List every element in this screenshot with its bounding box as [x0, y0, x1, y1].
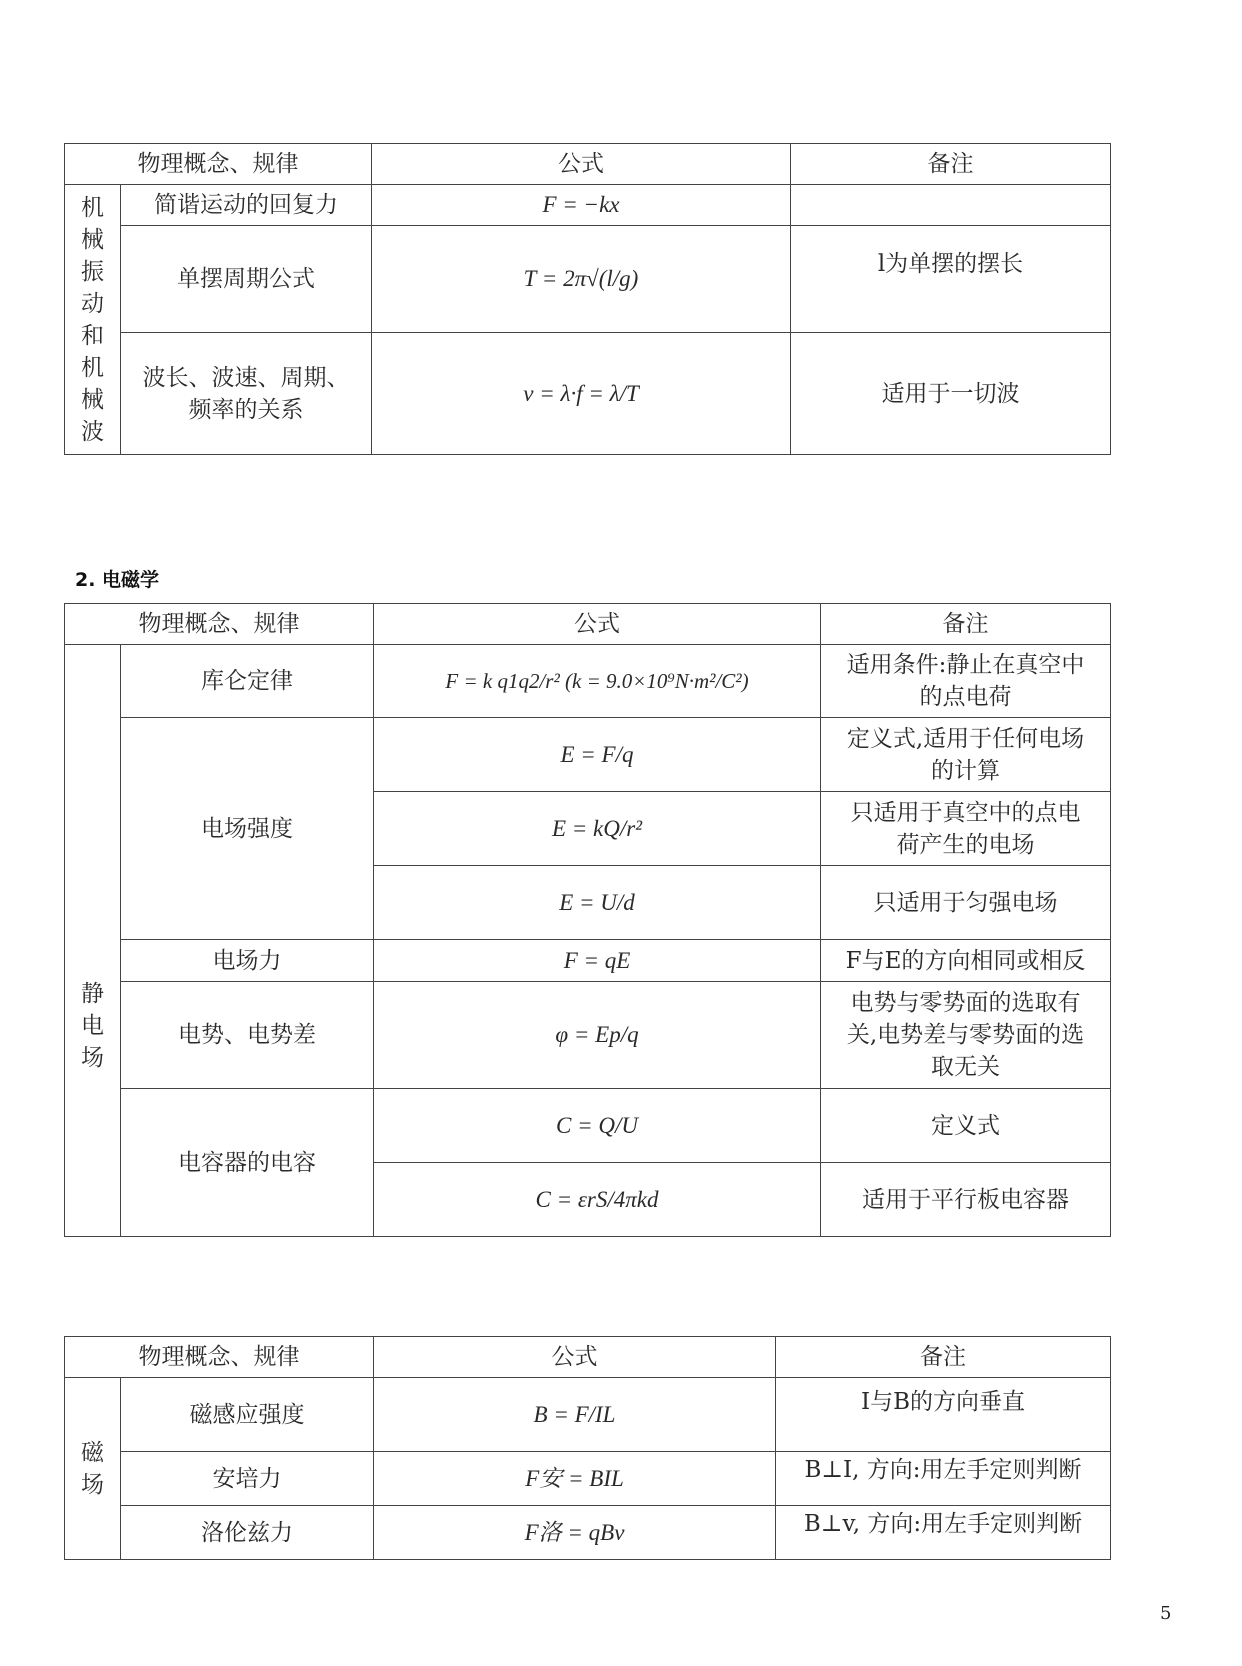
concept-cell: 电场强度	[121, 718, 374, 940]
header-note: 备注	[776, 1337, 1111, 1378]
table-mechanical-waves	[64, 143, 1111, 455]
note-cell: 适用条件:静止在真空中 的点电荷	[821, 645, 1111, 718]
table-row	[65, 1506, 1111, 1560]
formula-capacitance-definition: C = Q/U	[374, 1089, 821, 1163]
header-formula: 公式	[372, 144, 791, 185]
group-label: 磁 场	[65, 1378, 121, 1560]
note-cell: B⊥I, 方向:用左手定则判断	[776, 1452, 1111, 1506]
table-row	[65, 226, 1111, 333]
formula-ampere-force: F安 = BIL	[374, 1452, 776, 1506]
concept-cell: 简谐运动的回复力	[121, 185, 372, 226]
table-row	[65, 940, 1111, 982]
formula-magnetic-induction: B = F/IL	[374, 1378, 776, 1452]
table-header-row	[65, 144, 1111, 185]
note-cell	[791, 185, 1111, 226]
header-concept: 物理概念、规律	[65, 604, 374, 645]
note-cell: 定义式,适用于任何电场 的计算	[821, 718, 1111, 792]
table-row	[65, 185, 1111, 226]
header-formula: 公式	[374, 1337, 776, 1378]
table-row	[65, 982, 1111, 1089]
concept-cell: 电容器的电容	[121, 1089, 374, 1237]
formula-point-charge-field: E = kQ/r²	[374, 792, 821, 866]
note-cell: 定义式	[821, 1089, 1111, 1163]
header-concept: 物理概念、规律	[65, 1337, 374, 1378]
formula-pendulum-period: T = 2π√(l/g)	[372, 226, 791, 333]
header-note: 备注	[821, 604, 1111, 645]
page-number: 5	[1160, 1603, 1172, 1624]
table-row	[65, 1089, 1111, 1163]
formula-uniform-field: E = U/d	[374, 866, 821, 940]
group-label: 机 械 振 动 和 机 械 波	[65, 185, 121, 455]
header-concept: 物理概念、规律	[65, 144, 372, 185]
concept-cell: 波长、波速、周期、 频率的关系	[121, 333, 372, 455]
note-cell: 适用于一切波	[791, 333, 1111, 455]
note-cell: 只适用于匀强电场	[821, 866, 1111, 940]
table-header-row	[65, 1337, 1111, 1378]
table-row	[65, 1378, 1111, 1452]
section-heading: 2. 电磁学	[75, 569, 160, 591]
note-cell: F与E的方向相同或相反	[821, 940, 1111, 982]
header-note: 备注	[791, 144, 1111, 185]
concept-cell: 洛伦兹力	[121, 1506, 374, 1560]
concept-cell: 库仑定律	[121, 645, 374, 718]
note-cell: I与B的方向垂直	[776, 1378, 1111, 1452]
formula-parallel-plate: C = εrS/4πkd	[374, 1163, 821, 1237]
concept-cell: 电势、电势差	[121, 982, 374, 1089]
formula-electric-force: F = qE	[374, 940, 821, 982]
formula-field-definition: E = F/q	[374, 718, 821, 792]
concept-cell: 单摆周期公式	[121, 226, 372, 333]
formula-potential: φ = Ep/q	[374, 982, 821, 1089]
header-formula: 公式	[374, 604, 821, 645]
concept-cell: 电场力	[121, 940, 374, 982]
note-cell: 只适用于真空中的点电 荷产生的电场	[821, 792, 1111, 866]
note-cell: l为单摆的摆长	[791, 226, 1111, 333]
formula-wave-speed: v = λ·f = λ/T	[372, 333, 791, 455]
concept-cell: 安培力	[121, 1452, 374, 1506]
note-cell: 适用于平行板电容器	[821, 1163, 1111, 1237]
table-header-row	[65, 604, 1111, 645]
group-label: 静 电 场	[65, 645, 121, 1237]
note-cell: 电势与零势面的选取有 关,电势差与零势面的选 取无关	[821, 982, 1111, 1089]
table-row	[65, 1452, 1111, 1506]
concept-cell: 磁感应强度	[121, 1378, 374, 1452]
table-electrostatics	[64, 603, 1111, 1237]
table-row	[65, 645, 1111, 718]
formula-restoring-force: F = −kx	[372, 185, 791, 226]
table-row	[65, 718, 1111, 792]
table-row	[65, 333, 1111, 455]
note-cell: B⊥v, 方向:用左手定则判断	[776, 1506, 1111, 1560]
formula-lorentz-force: F洛 = qBv	[374, 1506, 776, 1560]
formula-coulomb: F = k q1q2/r² (k = 9.0×10⁹N·m²/C²)	[374, 645, 821, 718]
table-magnetic-field	[64, 1336, 1111, 1560]
